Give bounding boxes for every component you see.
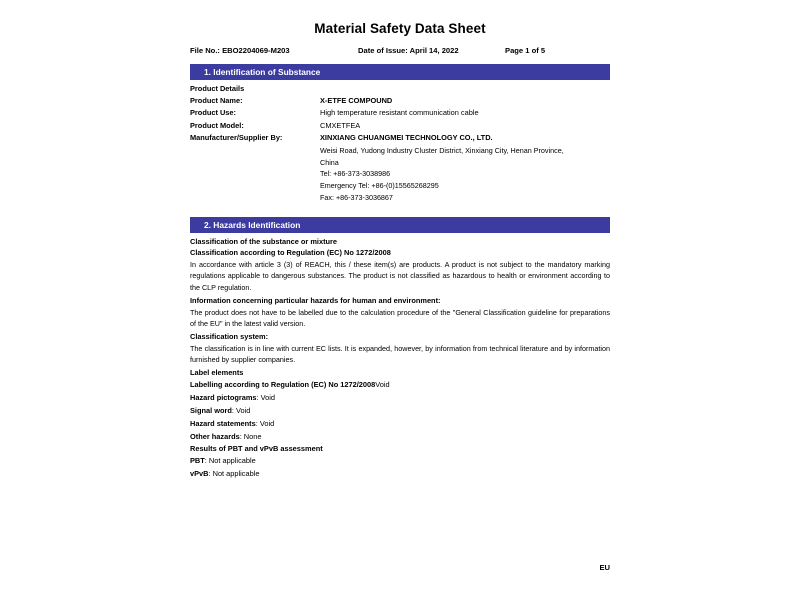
other-hazards-label: Other hazards <box>190 431 240 441</box>
address-line: China <box>320 157 339 167</box>
manufacturer-value: XINXIANG CHUANGMEI TECHNOLOGY CO., LTD. <box>320 133 493 143</box>
issue-date-label: Date of Issue: <box>358 46 408 55</box>
product-name-label: Product Name: <box>190 95 243 105</box>
pbt-value: : Not applicable <box>204 455 256 465</box>
hazard-statements-item <box>190 418 610 429</box>
labelling-paragraph: The product does not have to be labelled due to the calculation procedure of the "General Classification guideline for preparations of the EU" in the latest valid version. <box>190 307 610 328</box>
signal-word-item <box>190 405 610 416</box>
document-meta <box>190 46 610 55</box>
classification-regulation-label: Classification according to Regulation (EC) No 1272/2008 <box>190 248 391 258</box>
product-use-label: Product Use: <box>190 108 236 118</box>
table-row <box>190 107 610 118</box>
vpvb-label: vPvB <box>190 468 209 478</box>
hazard-pictograms-label: Hazard pictograms <box>190 392 257 402</box>
page-title: Material Safety Data Sheet <box>314 21 486 36</box>
section-header-identification: 1. Identification of Substance <box>190 64 610 80</box>
manufacturer-label: Manufacturer/Supplier By: <box>190 133 283 143</box>
hazard-statements-value: : Void <box>255 418 275 428</box>
labelling-regulation-label: Labelling according to Regulation (EC) No 1272/2008 <box>190 379 376 389</box>
product-use-value: High temperature resistant communication cable <box>320 108 479 118</box>
contact-tel: Tel: +86-373-3038986 <box>320 169 391 179</box>
issue-date-value: April 14, 2022 <box>409 46 459 55</box>
label-elements-label: Label elements <box>190 368 244 378</box>
issue-date <box>358 46 505 55</box>
table-row <box>190 132 610 143</box>
file-no-label: File No.: <box>190 46 220 55</box>
product-model-value: CMXETFEA <box>320 120 361 130</box>
classification-system-label: Classification system: <box>190 332 269 341</box>
vpvb-value: : Not applicable <box>208 468 260 478</box>
pbt-label: PBT <box>190 455 205 465</box>
hazard-pictograms-item <box>190 392 610 403</box>
page-footer: EU <box>599 563 610 572</box>
section-header-hazards: 2. Hazards Identification <box>190 217 610 233</box>
other-hazards-item <box>190 431 610 442</box>
hazard-pictograms-value: : Void <box>256 392 276 402</box>
labelling-regulation-value: Void <box>375 379 390 389</box>
pbt-item <box>190 455 610 466</box>
address-line: Weisi Road, Yudong Industry Cluster District, Xinxiang City, Henan Province, <box>320 145 564 155</box>
pbt-assessment-label: Results of PBT and vPvB assessment <box>190 444 323 454</box>
signal-word-value: : Void <box>231 405 251 415</box>
table-row <box>190 120 610 131</box>
particular-hazards-label: Information concerning particular hazards for human and environment: <box>190 295 441 305</box>
file-no-value: EBO2204069-M203 <box>222 46 290 55</box>
table-row <box>190 95 610 106</box>
hazard-statements-label: Hazard statements <box>190 418 256 428</box>
vpvb-item <box>190 468 610 479</box>
reach-paragraph: In accordance with article 3 (3) of REACH, this / these item(s) are products. A product is not subject to the mandatory marking regulations applicable to dangerous substances. The product is not classified as hazardous to health or environment according to the CLP regulation. <box>190 260 610 292</box>
classification-system-paragraph: The classification is in line with current EC lists. It is expanded, however, by information from technical literature and by information furnished by supplier companies. <box>190 344 610 365</box>
contact-fax: Fax: +86-373-3036867 <box>320 192 393 202</box>
other-hazards-value: : None <box>239 431 262 441</box>
product-details-label: Product Details <box>190 84 245 93</box>
signal-word-label: Signal word <box>190 405 232 415</box>
contact-emergency-tel: Emergency Tel: +86-(0)15565268295 <box>320 180 439 190</box>
file-no <box>190 46 358 55</box>
classification-substance-label: Classification of the substance or mixture <box>190 237 338 247</box>
page-number: Page 1 of 5 <box>505 46 546 55</box>
product-name-value: X-ETFE COMPOUND <box>320 95 393 105</box>
product-model-label: Product Model: <box>190 120 244 130</box>
labelling-regulation-item <box>190 379 610 390</box>
